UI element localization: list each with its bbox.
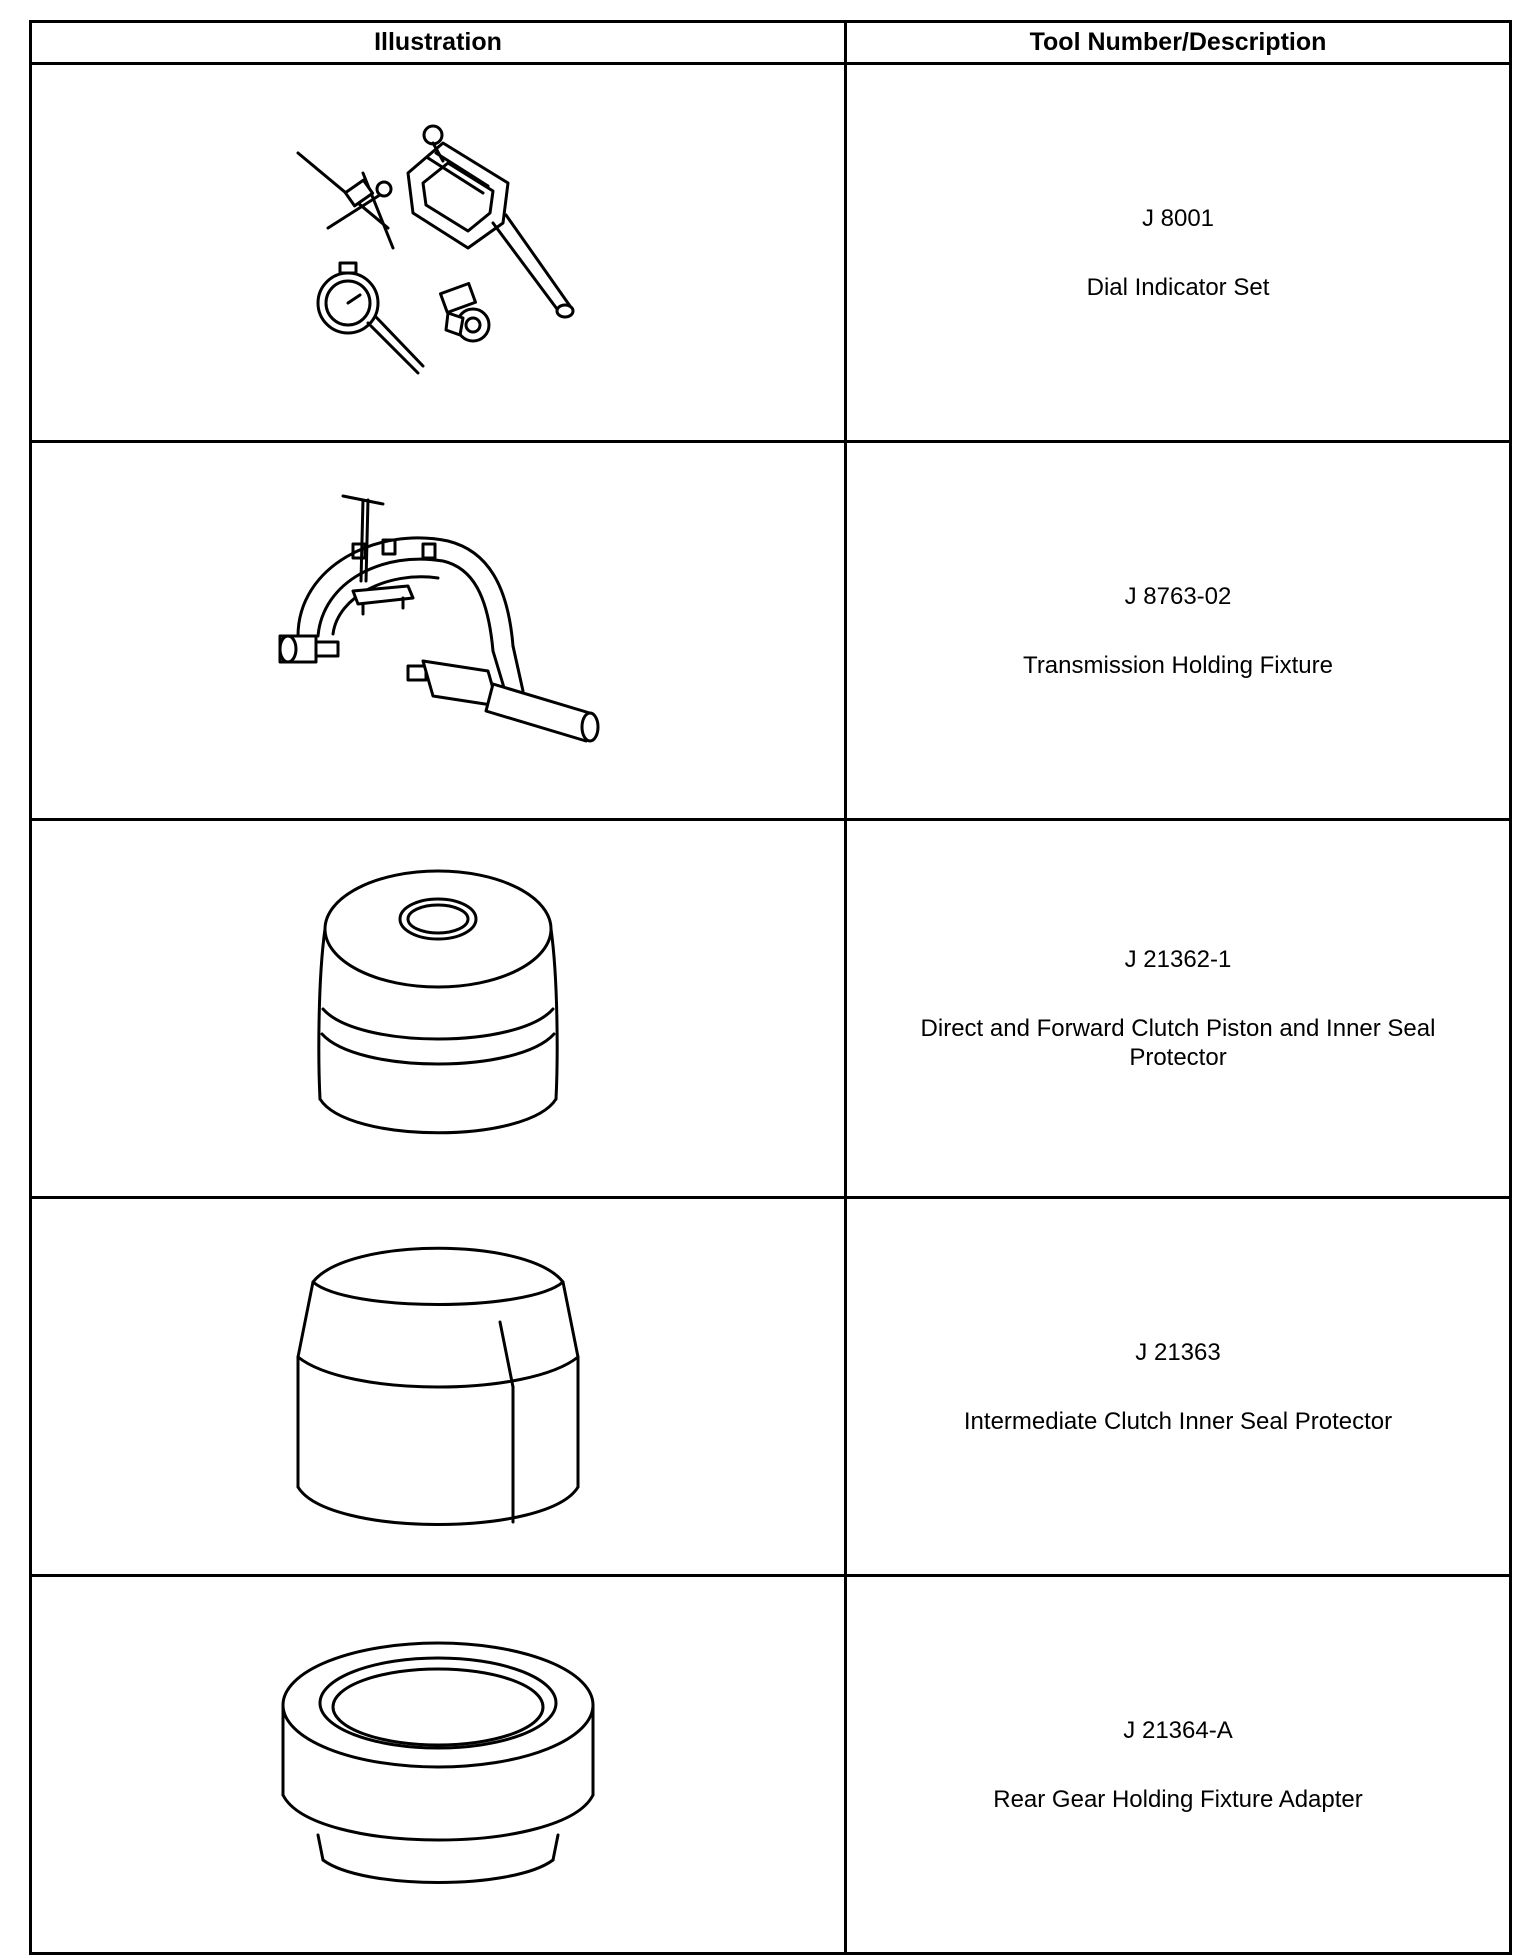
illustration-cell: [31, 1198, 846, 1576]
tool-number: J 8763-02: [1124, 582, 1232, 610]
table-row: [31, 1198, 1511, 1576]
tool-description-cell: [846, 1198, 1511, 1576]
table-header-row: [31, 22, 1511, 64]
tool-description: Direct and Forward Clutch Piston and Inner Seal Protector: [920, 1015, 1436, 1071]
table-row: [31, 64, 1511, 442]
tool-description-cell: [846, 820, 1511, 1198]
dial-indicator-set-icon: [268, 113, 608, 393]
tool-description: Transmission Holding Fixture: [1023, 651, 1333, 679]
clutch-piston-seal-protector-icon: [308, 859, 568, 1159]
tool-number: J 21364-A: [1123, 1716, 1233, 1744]
tool-description: Dial Indicator Set: [1086, 273, 1270, 301]
header-tool-number-description: Tool Number/Description: [846, 22, 1511, 64]
tool-description-cell: [846, 64, 1511, 442]
table-row: [31, 1576, 1511, 1954]
tool-description-cell: [846, 442, 1511, 820]
tool-description: Intermediate Clutch Inner Seal Protector: [963, 1407, 1393, 1435]
table-row: [31, 442, 1511, 820]
illustration-cell: [31, 1576, 846, 1954]
table-row: [31, 820, 1511, 1198]
tool-number: J 21362-1: [1124, 946, 1232, 973]
tool-description-cell: [846, 1576, 1511, 1954]
transmission-holding-fixture-icon: [258, 486, 618, 776]
header-illustration: Illustration: [31, 22, 846, 64]
tool-number: J 8001: [1141, 204, 1215, 232]
special-tools-table: [29, 20, 1512, 1955]
illustration-cell: [31, 820, 846, 1198]
illustration-cell: [31, 64, 846, 442]
illustration-cell: [31, 442, 846, 820]
tool-description: Rear Gear Holding Fixture Adapter: [993, 1785, 1363, 1813]
tool-number: J 21363: [1135, 1338, 1221, 1366]
rear-gear-fixture-adapter-icon: [273, 1635, 603, 1895]
intermediate-clutch-seal-protector-icon: [288, 1237, 588, 1537]
